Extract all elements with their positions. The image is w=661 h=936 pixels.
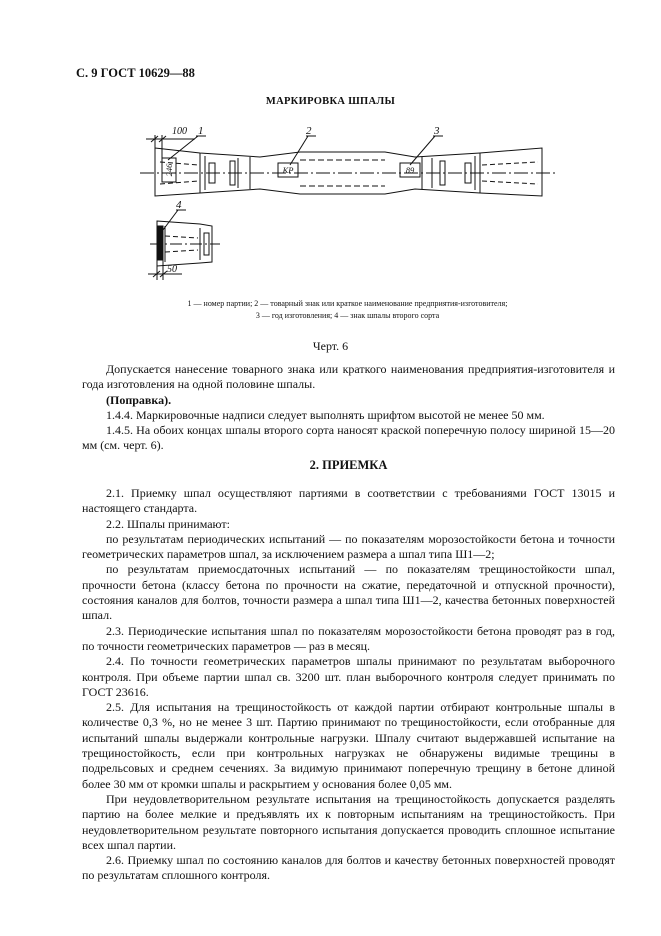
- brand-mark-label: КР: [282, 165, 294, 175]
- paragraphs-top: [82, 362, 615, 454]
- figure-legend-line-1: 1 — номер партии; 2 — товарный знак или краткое наименование предприятия-изготовителя;: [187, 299, 508, 308]
- figure-legend-line-2: 3 — год изготовления; 4 — знак шпалы второго сорта: [255, 311, 440, 320]
- paragraph: 1.4.4. Маркировочные надписи следует выполнять шрифтом высотой не менее 50 мм.: [106, 407, 545, 422]
- section-2-body: [82, 486, 615, 884]
- paragraph: по результатам периодических испытаний — по показателям морозостойкости бетона и точности геометрических параметров шпал, за исключением размера а шпал типа Ш1—2;: [82, 531, 615, 562]
- leader-1: [168, 136, 198, 160]
- paragraph: При неудовлетворительном результате испытания на трещиностойкость допускается разделять партию на более мелкие и предъявлять их к повторным испытаниям на трещиностойкость. При неудовлетворительном результате повторного испытания допускается проводить сплошное испытание всех шпал партии.: [82, 791, 615, 852]
- section-title: 2. ПРИЕМКА: [309, 458, 388, 472]
- batch-number-label: 246: [164, 163, 174, 177]
- paragraph-correction: (Поправка).: [106, 392, 172, 407]
- paragraph: 2.6. Приемку шпал по состоянию каналов для болтов и качеству бетонных поверхностей проводят по результатам сплошного контроля.: [82, 853, 615, 883]
- paragraph: 2.2. Шпалы принимают:: [106, 516, 230, 531]
- paragraph: 2.3. Периодические испытания шпал по показателям морозостойкости бетона проводят раз в год, по точности геометрических параметров — раз в месяц.: [82, 623, 615, 653]
- year-mark-label: 89: [405, 165, 415, 175]
- sleeper-outline: [155, 148, 542, 196]
- callout-3: 3: [434, 125, 440, 137]
- paragraph: 2.5. Для испытания на трещиностойкость от каждой партии отбирают контрольные шпалы в количестве 0,3 %, но не менее 3 шт. Партию принимают по трещиностойкости, если отобранные для испытаний шпалы выдержали контрольные нагрузки. Шпалу считают выдержавшей испытание на трещиностойкость, если при контрольных нагрузках не обнаружены видимые трещины в подрельсовых и среднем сечениях. За видимую принимают поперечную трещину в бетоне длиной более 30 мм от кромки шпалы и раскрытием у основания более 0,05 мм.: [82, 700, 615, 791]
- page-header: С. 9 ГОСТ 10629—88: [76, 66, 195, 80]
- figure-caption: Черт. 6: [312, 339, 349, 353]
- paragraph: 2.1. Приемку шпал осуществляют партиями в соответствии с требованиями ГОСТ 13015 и настоящего стандарта.: [82, 486, 615, 516]
- paragraph: 1.4.5. На обоих концах шпалы второго сорта наносят краской поперечную полосу шириной 15—20 мм (см. черт. 6).: [82, 423, 615, 453]
- callout-1: 1: [198, 125, 204, 137]
- dimension-50-label: 50: [167, 264, 177, 275]
- leader-4: [163, 210, 178, 230]
- paragraph: по результатам приемосдаточных испытаний — по показателям трещиностойкости шпал, прочности бетона (классу бетона по прочности на сжатие, передаточной и отпускной прочности), состояния каналов для болтов, точности размера а шпал типа Ш1—2, качества бетонных поверхностей шпал.: [82, 562, 615, 623]
- paragraph: 2.4. По точности геометрических параметров шпалы принимают по результатам выборочного контроля. При объеме партии шпал св. 3200 шт. план выборочного контроля следует принимать по ГОСТ 23616.: [82, 654, 615, 699]
- sleeper-marking-drawing: [0, 118, 661, 298]
- paragraph: Допускается нанесение товарного знака или краткого наименования предприятия-изготовителя и года изготовления на одной половине шпалы.: [82, 362, 615, 392]
- callout-2: 2: [306, 125, 312, 137]
- section-2-title-wrap: [82, 458, 615, 473]
- callout-4: 4: [176, 199, 182, 211]
- leader-2: [290, 136, 308, 165]
- figure-title: МАРКИРОВКА ШПАЛЫ: [265, 96, 396, 107]
- second-grade-stripe: [157, 226, 163, 260]
- dimension-100-label: 100: [172, 126, 187, 137]
